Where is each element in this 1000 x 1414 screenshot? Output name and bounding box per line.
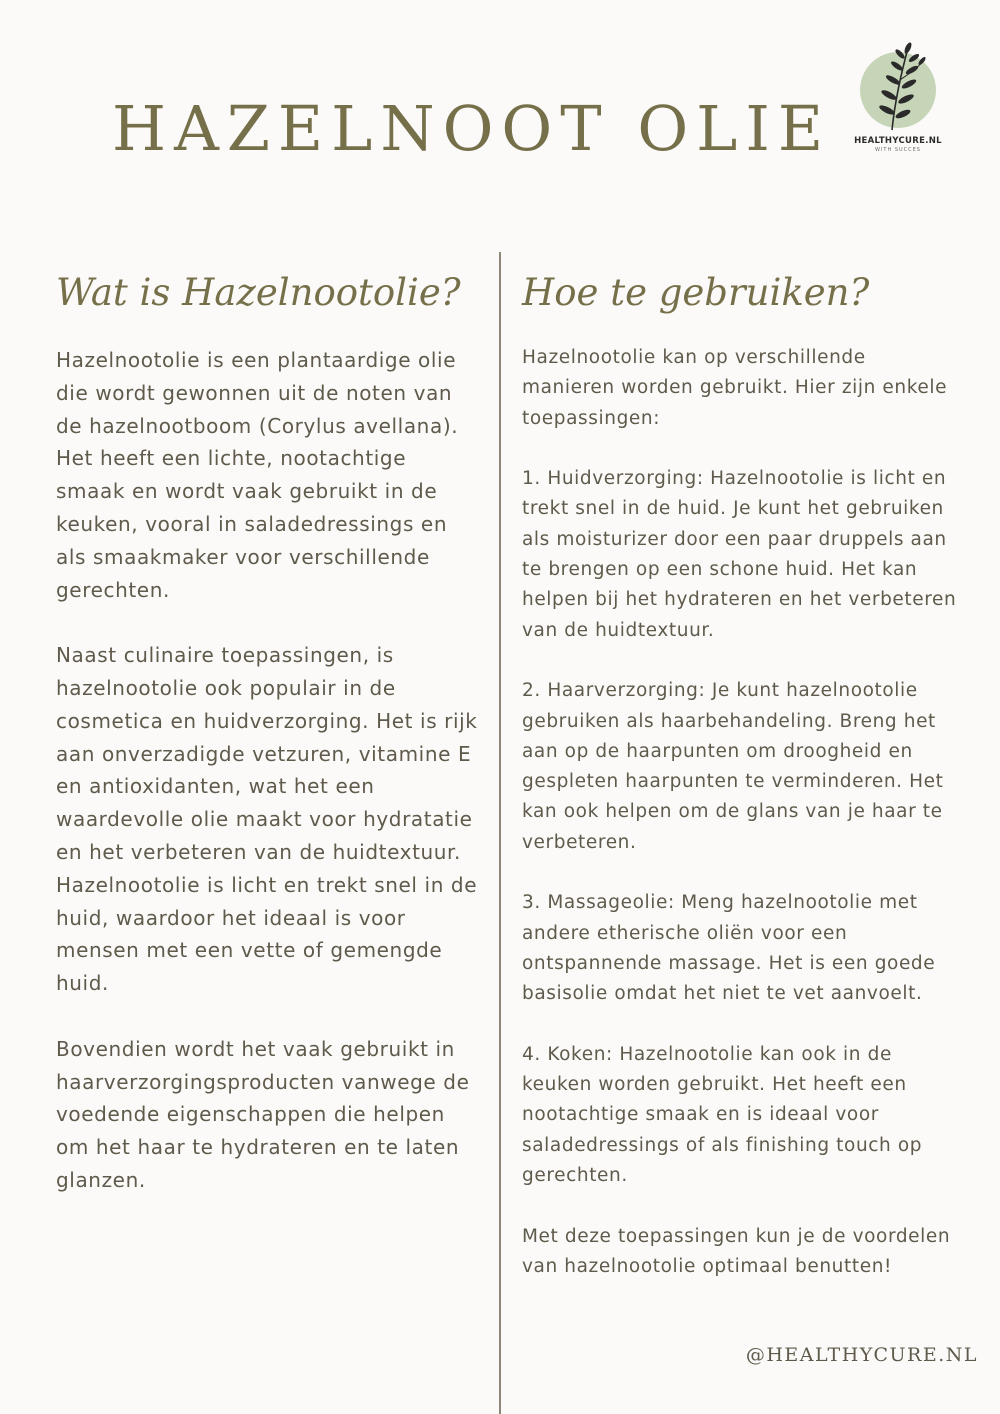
leaf-branch-icon (848, 40, 952, 136)
page-title: HAZELNOOT OLIE (112, 92, 832, 165)
right-paragraph: Met deze toepassingen kun je de voordelen van hazelnootolie optimaal benutten! (522, 1225, 951, 1277)
right-paragraph: 4. Koken: Hazelnootolie kan ook in de keuken worden gebruikt. Het heeft een nootachtige smaak en is ideaal voor saladedressings of als finishing touch op gerechten. (522, 1043, 923, 1187)
right-column (522, 268, 962, 1282)
brand-logo (848, 40, 952, 158)
logo-tagline: WITH SUCCES (875, 147, 921, 153)
logo-name: HEALTHYCURE.NL (854, 136, 942, 146)
right-paragraph: 2. Haarverzorging: Je kunt hazelnootolie gebruiken als haarbehandeling. Breng het aan op de haarpunten om droogheid en gespleten haarpunten te verminderen. Het kan ook helpen om de glans van je haar te verbeteren. (522, 680, 944, 853)
left-heading: Wat is Hazelnootolie? (56, 271, 461, 314)
right-paragraph: Hazelnootolie kan op verschillende manieren worden gebruikt. Hier zijn enkele toepassingen: (522, 347, 948, 429)
right-heading: Hoe te gebruiken? (522, 271, 870, 314)
social-handle: @HEALTHYCURE.NL (745, 1344, 978, 1366)
right-paragraph: 3. Massageolie: Meng hazelnootolie met andere etherische oliën voor een ontspannende massage. Het is een goede basisolie omdat het niet te vet aanvoelt. (522, 892, 936, 1005)
left-paragraph: Hazelnootolie is een plantaardige olie die wordt gewonnen uit de noten van de hazelnootboom (Corylus avellana). Het heeft een lichte, nootachtige smaak en wordt vaak gebruikt in de keuken, vooral in saladedressings en als smaakmaker voor verschillende gerechten. (56, 348, 459, 602)
column-divider (499, 252, 501, 1414)
left-paragraph: Naast culinaire toepassingen, is hazelnootolie ook populair in de cosmetica en huidverzorging. Het is rijk aan onverzadigde vetzuren, vitamine E en antioxidanten, wat het een waardevolle olie maakt voor hydratatie en het verbeteren van de huidtextuur. Hazelnootolie is licht en trekt snel in de huid, waardoor het ideaal is voor mensen met een vette of gemengde huid. (56, 643, 478, 996)
left-paragraph: Bovendien wordt het vaak gebruikt in haarverzorgingsproducten vanwege de voedende eigenschappen die helpen om het haar te hydrateren en te laten glanzen. (56, 1036, 470, 1192)
right-paragraph: 1. Huidverzorging: Hazelnootolie is licht en trekt snel in de huid. Je kunt het gebruiken als moisturizer door een paar druppels aan te brengen op een schone huid. Het kan helpen bij het hydrateren en het verbeteren van de huidtextuur. (522, 468, 957, 641)
left-column (56, 268, 481, 1197)
